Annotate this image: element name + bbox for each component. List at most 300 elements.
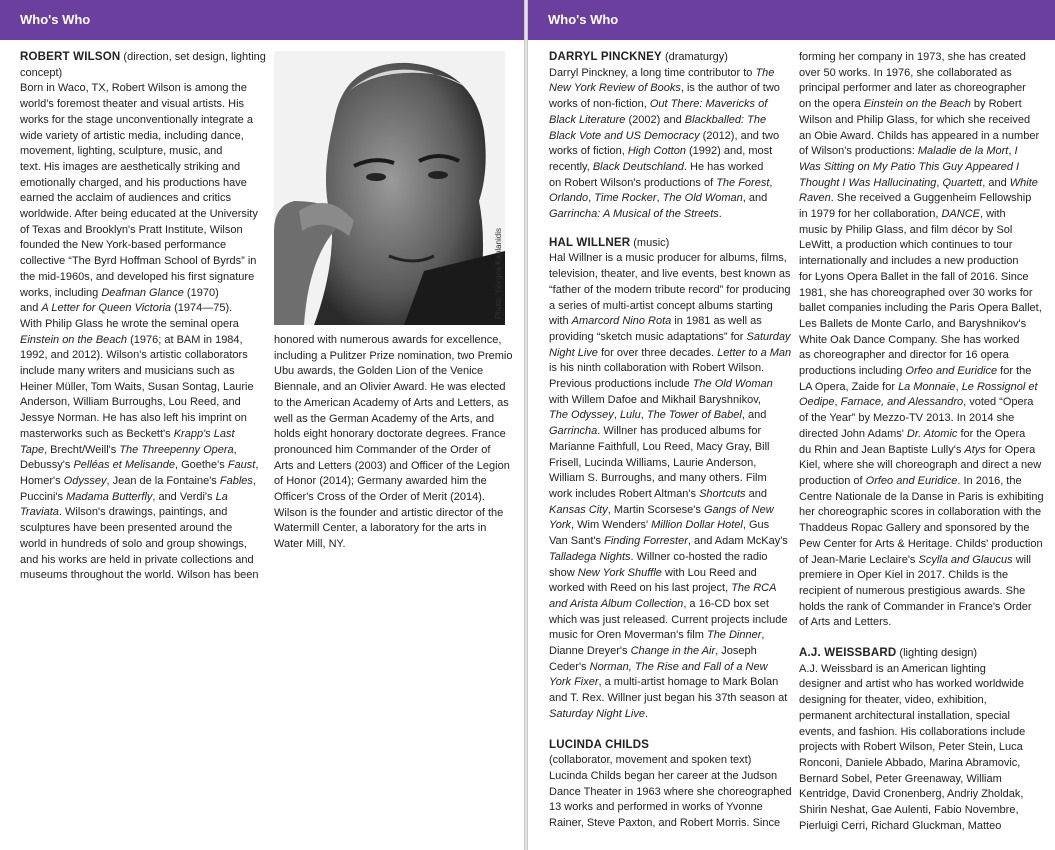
text: for the bbox=[997, 365, 1032, 378]
text: , bbox=[769, 176, 773, 189]
bio-line: Les Ballets de Monte Carlo, and Baryshnikov's bbox=[799, 317, 1027, 330]
work-title: Orfeo and Euridice bbox=[905, 365, 998, 378]
bio-line bbox=[799, 427, 1049, 443]
bio-line: honored with numerous awards for excellence, bbox=[274, 334, 502, 346]
text: masterworks such as Beckett's bbox=[20, 427, 174, 440]
bio-line: Hal Willner is a music producer for albums, films, bbox=[549, 252, 787, 265]
bio-line bbox=[549, 160, 799, 176]
photo-credit: Photo: Yiorgos Kaplanidis bbox=[494, 227, 503, 319]
work-title: The Dinner bbox=[706, 629, 762, 642]
bio-line: With Philip Glass he wrote the seminal opera bbox=[20, 317, 239, 330]
text: , bbox=[613, 409, 620, 422]
bio-line: 13 works and performed in works of Yvonne bbox=[549, 801, 763, 814]
text: , with bbox=[980, 208, 1006, 221]
bio-line: 1992, and 2012). Wilson's artistic collaborators bbox=[20, 349, 248, 362]
text: . Willner co-hosted the radio bbox=[630, 550, 768, 563]
bio-line: of the Year” by Mezzo-TV 2013. In 2014 she bbox=[799, 412, 1015, 425]
text: , bbox=[640, 409, 647, 422]
text: Previous productions include bbox=[549, 378, 693, 391]
bio-line bbox=[549, 660, 799, 676]
text: Homer's bbox=[20, 474, 64, 487]
text: for the Opera bbox=[957, 427, 1026, 440]
bio-line: including a Pulitzer Prize nomination, two Premio bbox=[274, 349, 513, 362]
work-title: Million Dollar Hotel bbox=[651, 519, 743, 532]
bio-line: which was just released. Current projects include bbox=[549, 613, 788, 626]
bio-line: of Honor (2014); Germany awarded him the bbox=[274, 475, 487, 488]
bio-line bbox=[549, 581, 799, 597]
bio-line: Wilson and Philip Glass, for which she received bbox=[799, 113, 1031, 126]
work-title: Atys bbox=[964, 443, 986, 456]
right-column-1 bbox=[549, 50, 799, 832]
work-title: Faust bbox=[227, 459, 256, 472]
work-title: Dr. Atomic bbox=[906, 427, 958, 440]
work-title: Oedipe bbox=[799, 396, 835, 409]
bio-line bbox=[549, 675, 799, 691]
text: of Jean-Marie Leclaire's bbox=[799, 553, 919, 566]
text: , Martin Scorsese's bbox=[607, 503, 704, 516]
text: will bbox=[1012, 553, 1032, 566]
work-title: The Odyssey bbox=[549, 409, 614, 422]
work-title: Blackballed: The bbox=[684, 113, 767, 126]
bio-line bbox=[799, 207, 1049, 223]
bio-line bbox=[799, 160, 1049, 176]
bio-line bbox=[799, 144, 1049, 160]
text: of Wilson's productions: bbox=[799, 145, 918, 158]
bio-line bbox=[549, 597, 799, 613]
text: works, including bbox=[20, 286, 102, 299]
text: . Willner has produced albums for bbox=[597, 425, 762, 438]
work-title: I bbox=[1014, 145, 1018, 158]
bio-line bbox=[20, 458, 270, 474]
text: directed John Adams' bbox=[799, 427, 907, 440]
work-title: DANCE bbox=[941, 208, 980, 221]
work-title: Talladega Nights bbox=[549, 550, 631, 563]
text: in 1981 as well as bbox=[671, 315, 762, 328]
bio-line: Jessye Norman. He has also left his imprint on bbox=[20, 412, 247, 425]
bio-line bbox=[799, 443, 1049, 459]
person-role: (collaborator, movement and spoken text) bbox=[549, 754, 752, 767]
bio-line bbox=[549, 534, 799, 550]
bio-line: Wilson is the founder and artistic director of the bbox=[274, 506, 504, 519]
bio-line: Heiner Müller, Tom Waits, Susan Sontag, Laurie bbox=[20, 380, 254, 393]
text: music for Oren Moverman's film bbox=[549, 629, 707, 642]
weissbard-bio bbox=[799, 646, 1049, 834]
text: du Rhin and Jean Baptiste Lully's bbox=[799, 443, 965, 456]
bio-line: Marianne Faithfull, Lou Reed, Macy Gray, Bill bbox=[549, 440, 770, 453]
bio-line: text. His images are aesthetically striking and bbox=[20, 160, 241, 173]
work-title: La Monnaie bbox=[898, 380, 956, 393]
bio-line bbox=[549, 81, 799, 97]
work-title: Einstein on the Beach bbox=[863, 98, 971, 111]
person-role: (music) bbox=[630, 236, 670, 249]
work-title: Time Rocker bbox=[594, 192, 657, 205]
bio-line bbox=[799, 395, 1049, 411]
right-page bbox=[528, 0, 1055, 850]
text: Darryl Pinckney, a long time contributor to bbox=[549, 66, 756, 79]
work-title: Farnace, and Alessandro bbox=[840, 396, 964, 409]
bio-line: is his ninth collaboration with Robert Wilson. bbox=[549, 362, 765, 375]
person-role: (lighting design) bbox=[896, 647, 978, 660]
bio-line: music by Philip Glass, and film décor by Sol bbox=[799, 223, 1013, 236]
bio-line: Frisell, Lucinda Williams, Laurie Anderson, bbox=[549, 456, 757, 469]
text: . bbox=[645, 707, 649, 720]
bio-line: Dance Theater in 1963 where she choreographed bbox=[549, 785, 792, 798]
work-title: Madama Butterfly bbox=[66, 490, 153, 503]
bio-line: designing for theater, video, exhibition, bbox=[799, 694, 987, 707]
work-title: Deafman Glance bbox=[101, 286, 184, 299]
work-title: Finding Forrester bbox=[604, 535, 688, 548]
bio-line bbox=[20, 333, 270, 349]
work-title: The Threepenny Opera bbox=[119, 443, 234, 456]
text: , a 16-CD box set bbox=[683, 597, 769, 610]
bio-line: to the American Academy of Arts and Letters, as bbox=[274, 396, 509, 409]
bio-line bbox=[549, 566, 799, 582]
wilson-bio-column-1 bbox=[20, 50, 270, 584]
text: , Joseph bbox=[715, 645, 757, 658]
text: , bbox=[588, 192, 595, 205]
work-title: Out There: Mavericks of bbox=[649, 98, 768, 111]
bio-line: of Texas and Brooklyn's Pratt Institute, Wilson bbox=[20, 223, 243, 236]
person-name: LUCINDA CHILDS bbox=[549, 738, 650, 751]
person-role: (direction, set design, lighting concept) bbox=[20, 51, 266, 79]
bio-line: Kentridge, David Cronenberg, Andriy Zholdak, bbox=[799, 788, 1024, 801]
work-title: Raven bbox=[799, 192, 831, 205]
text: (1992) and, most bbox=[685, 145, 773, 158]
work-title: The bbox=[755, 66, 775, 79]
work-title: The Old Woman bbox=[692, 378, 773, 391]
text: for over three decades. bbox=[597, 346, 718, 359]
bio-line: Born in Waco, TX, Robert Wilson is among the bbox=[20, 82, 247, 95]
text: in 1979 for her collaboration, bbox=[799, 208, 942, 221]
bio-line: Watermill Center, a laboratory for the arts in bbox=[274, 522, 487, 535]
text: . In 2016, the bbox=[957, 474, 1022, 487]
section-header: Who's Who bbox=[0, 0, 524, 40]
bio-line bbox=[549, 377, 799, 393]
text: , and Adam McKay's bbox=[687, 535, 788, 548]
bio-line bbox=[20, 427, 270, 443]
bio-line bbox=[20, 490, 270, 506]
work-title: New York Shuffle bbox=[577, 566, 662, 579]
work-title: Letter to a Man bbox=[717, 346, 792, 359]
wilson-bio-column-2 bbox=[274, 333, 514, 553]
bio-line: A.J. Weissbard is an American lighting bbox=[799, 662, 986, 675]
bio-line bbox=[549, 66, 799, 82]
work-title: Traviata bbox=[20, 506, 59, 519]
childs-bio-start bbox=[549, 738, 799, 832]
bio-line bbox=[799, 176, 1049, 192]
bio-line: world in hundreds of solo and group showings, bbox=[20, 537, 247, 550]
work-title: York Fixer bbox=[549, 676, 599, 689]
text: , bbox=[255, 459, 259, 472]
work-title: Kansas City bbox=[549, 503, 608, 516]
work-title: Black Deutschland bbox=[592, 160, 684, 173]
bio-line bbox=[549, 207, 799, 223]
bio-line bbox=[799, 191, 1049, 207]
bio-line: premiere in Oper Kiel in 2017. Childs is the bbox=[799, 569, 1009, 582]
work-title: York bbox=[549, 519, 572, 532]
bio-line: principal performer and later as choreographer bbox=[799, 82, 1026, 95]
work-title: Was Sitting on My Patio This Guy Appeared I bbox=[799, 160, 1020, 173]
text: and bbox=[745, 487, 767, 500]
text: , and Verdi's bbox=[152, 490, 216, 503]
bio-line: Ronconi, Daniele Abbado, Marina Abramovic, bbox=[799, 756, 1021, 769]
person-name: DARRYL PINCKNEY bbox=[549, 51, 662, 63]
person-role: (dramaturgy) bbox=[661, 51, 728, 63]
bio-line: internationally and includes a new production bbox=[799, 255, 1019, 268]
work-title: Amarcord Nino Rota bbox=[571, 315, 672, 328]
text: . He has worked bbox=[683, 160, 764, 173]
person-name: A.J. WEISSBARD bbox=[799, 647, 897, 660]
work-title: Garrincha: A Musical of the Streets bbox=[549, 208, 719, 221]
text: by Robert bbox=[970, 98, 1022, 111]
text: , bbox=[955, 380, 962, 393]
work-title: Orfeo and Euridice bbox=[865, 474, 958, 487]
bio-line bbox=[549, 550, 799, 566]
work-title: White bbox=[1009, 176, 1038, 189]
text: Ceder's bbox=[549, 660, 590, 673]
work-title: Saturday bbox=[746, 330, 791, 343]
work-title: Change in the Air bbox=[630, 645, 716, 658]
work-title: New York Review of Books bbox=[549, 82, 681, 95]
text: show bbox=[549, 566, 578, 579]
bio-line bbox=[799, 474, 1049, 490]
bio-line: well as the German Academy of the Arts, and bbox=[274, 412, 495, 425]
bio-line bbox=[549, 707, 799, 723]
text: and bbox=[20, 302, 42, 315]
work-title: The Tower of Babel bbox=[646, 409, 742, 422]
text: with bbox=[549, 315, 572, 328]
bio-line: events, and fashion. His collaborations include bbox=[799, 725, 1026, 738]
bio-line: Bernard Sobel, Peter Greenaway, William bbox=[799, 772, 1002, 785]
text: works of non-fiction, bbox=[549, 98, 650, 111]
bio-line: Kiel, where she will choreograph and direct a new bbox=[799, 459, 1042, 472]
bio-line bbox=[549, 503, 799, 519]
text: production of bbox=[799, 474, 866, 487]
portrait-photo bbox=[274, 51, 505, 325]
person-name: ROBERT WILSON bbox=[20, 51, 121, 63]
text: , is the author of two bbox=[680, 82, 780, 95]
bio-line: emotionally charged, and his productions have bbox=[20, 176, 247, 189]
bio-line bbox=[549, 97, 799, 113]
bio-line bbox=[20, 443, 270, 459]
bio-line: as choreographer and director for 16 opera bbox=[799, 349, 1009, 362]
bio-line: White Oak Dance Company. She has worked bbox=[799, 333, 1020, 346]
work-title: Garrincha bbox=[549, 425, 598, 438]
text: , Wim Wenders' bbox=[571, 519, 652, 532]
text: (1976; at BAM in 1984, bbox=[127, 333, 243, 346]
bio-line: Rainer, Steve Paxton, and Robert Morris. Since bbox=[549, 817, 781, 830]
bio-line: over 50 works. In 1976, she collaborated as bbox=[799, 66, 1012, 79]
bio-line: pronounced him Commander of the Order of bbox=[274, 443, 491, 456]
text: (1974—75). bbox=[171, 302, 233, 315]
text: , voted “Opera bbox=[963, 396, 1034, 409]
text: . bbox=[718, 208, 722, 221]
text: providing “sketch music adaptations” for bbox=[549, 330, 747, 343]
work-title: Gangs of New bbox=[703, 503, 774, 516]
text: , Gus bbox=[742, 519, 770, 532]
bio-line: the mid-1960s, and developed his first signature bbox=[20, 270, 255, 283]
bio-line: television, theater, and live events, best known as bbox=[549, 268, 791, 281]
bio-line bbox=[549, 176, 799, 192]
bio-line: her choreographic scores in collaboration with the bbox=[799, 506, 1042, 519]
work-title: Thought I Was Hallucinating bbox=[799, 176, 937, 189]
bio-line: Lucinda Childs began her career at the Judson bbox=[549, 769, 778, 782]
bio-line bbox=[549, 408, 799, 424]
bio-line bbox=[20, 301, 270, 317]
bio-line: 1981, she has choreographed over 30 works for bbox=[799, 286, 1033, 299]
bio-line: Pierluigi Cerri, Richard Gluckman, Matteo bbox=[799, 819, 1002, 832]
bio-line: Shirin Neshat, Gae Aulenti, Fabio Novembre, bbox=[799, 804, 1019, 817]
bio-line bbox=[20, 286, 270, 302]
text: , Jean de la Fontaine's bbox=[106, 474, 220, 487]
work-title: Scylla and Glaucus bbox=[918, 553, 1013, 566]
right-column-2 bbox=[799, 50, 1049, 834]
text: , Goethe's bbox=[174, 459, 228, 472]
bio-line: with Willem Dafoe and Mikhail Baryshnikov, bbox=[549, 393, 761, 406]
bio-line bbox=[20, 505, 270, 521]
bio-line: worldwide. After being educated at the University bbox=[20, 208, 258, 221]
bio-line bbox=[549, 314, 799, 330]
bio-line: sculptures have been presented around the bbox=[20, 522, 233, 535]
text: , bbox=[834, 396, 841, 409]
person-name: HAL WILLNER bbox=[549, 236, 631, 249]
work-title: Black Vote and US Democracy bbox=[549, 129, 700, 142]
bio-line bbox=[549, 628, 799, 644]
bio-line bbox=[549, 113, 799, 129]
bio-line: ballet companies including the Paris Opera Ballet, bbox=[799, 302, 1042, 315]
work-title: Lulu bbox=[619, 409, 641, 422]
text: Debussy's bbox=[20, 459, 74, 472]
work-title: Saturday Night Live bbox=[549, 707, 645, 720]
text: (2012), and two bbox=[699, 129, 780, 142]
text: with Lou Reed and bbox=[661, 566, 757, 579]
bio-line bbox=[799, 97, 1049, 113]
work-title: The Forest bbox=[716, 176, 770, 189]
bio-line: collective “The Byrd Hoffman School of Byrds” in bbox=[20, 255, 257, 268]
bio-line: Biennale, and an Olivier Award. He was elected bbox=[274, 381, 506, 394]
work-title: A Letter for Queen Victoria bbox=[41, 302, 172, 315]
work-title: The Old Woman bbox=[662, 192, 743, 205]
text: Van Sant's bbox=[549, 535, 605, 548]
bio-line: and T. Rex. Willner just began his 37th season at bbox=[549, 692, 788, 705]
work-title: Krapp's Last bbox=[173, 427, 235, 440]
work-title: Shortcuts bbox=[699, 487, 746, 500]
bio-line: Officer's Cross of the Order of Merit (2014). bbox=[274, 491, 485, 504]
work-title: High Cotton bbox=[627, 145, 686, 158]
bio-line bbox=[549, 644, 799, 660]
bio-line: Ubu awards, the Golden Lion of the Venice bbox=[274, 365, 484, 378]
bio-line: forming her company in 1973, she has created bbox=[799, 51, 1026, 63]
bio-line: holds eight honorary doctorate degrees. France bbox=[274, 428, 506, 441]
bio-line: permanent architectural installation, special bbox=[799, 709, 1010, 722]
bio-line: founded the New York-based performance bbox=[20, 239, 227, 252]
section-header: Who's Who bbox=[528, 0, 1055, 40]
text: , bbox=[1008, 145, 1015, 158]
bio-line bbox=[549, 424, 799, 440]
bio-line bbox=[549, 346, 799, 362]
bio-line: and his works are held in private collections and bbox=[20, 553, 254, 566]
text: works of fiction, bbox=[549, 145, 628, 158]
text: Puccini's bbox=[20, 490, 67, 503]
bio-line bbox=[549, 191, 799, 207]
text: on the opera bbox=[799, 98, 864, 111]
bio-line: recipient of numerous prestigious awards. She bbox=[799, 584, 1026, 597]
work-title: Black Literature bbox=[549, 113, 626, 126]
work-title: Einstein on the Beach bbox=[20, 333, 128, 346]
work-title: Orlando bbox=[549, 192, 589, 205]
work-title: The RCA bbox=[731, 582, 777, 595]
bio-line: Thaddeus Ropac Gallery and sponsored by the bbox=[799, 522, 1030, 535]
bio-line bbox=[549, 144, 799, 160]
bio-line: designer and artist who has worked worldwide bbox=[799, 678, 1025, 691]
bio-line: Arts and Letters (2003) and Officer of the Legion bbox=[274, 459, 510, 472]
text: LA Opera, Zaide for bbox=[799, 380, 899, 393]
willner-bio bbox=[549, 236, 799, 723]
bio-line: for Lyons Opera Ballet in the fall of 2016. Since bbox=[799, 270, 1029, 283]
text: . Wilson's drawings, paintings, and bbox=[58, 506, 228, 519]
text: , and bbox=[982, 176, 1010, 189]
bio-line: Centre Nationale de la Danse in Paris is exhibiting bbox=[799, 490, 1044, 503]
bio-line: earned the acclaim of audiences and critics bbox=[20, 192, 231, 205]
bio-line: world's foremost theater and visual artists. His bbox=[20, 98, 245, 111]
bio-line: wide variety of artistic media, including dance, bbox=[20, 129, 244, 142]
work-title: La bbox=[215, 490, 228, 503]
text: , a multi-artist homage to Mark Bolan bbox=[598, 676, 779, 689]
text: Dianne Dreyer's bbox=[549, 645, 631, 658]
work-title: Maladie de la Mort bbox=[917, 145, 1009, 158]
text: worked with Reed on his last project, bbox=[549, 582, 732, 595]
text: (1970) bbox=[183, 286, 219, 299]
bio-line: an Obie Award. Childs has appeared in a number bbox=[799, 129, 1040, 142]
work-title: Pelléas et Melisande bbox=[73, 459, 175, 472]
text: . She received a Guggenheim Fellowship bbox=[830, 192, 1032, 205]
work-title: Le Rossignol et bbox=[961, 380, 1038, 393]
text: , bbox=[656, 192, 663, 205]
text: , bbox=[233, 443, 237, 456]
bio-line: of Arts and Letters. bbox=[799, 616, 892, 629]
text: work includes Robert Altman's bbox=[549, 487, 700, 500]
work-title: and Arista Album Collection bbox=[549, 597, 684, 610]
bio-line bbox=[549, 330, 799, 346]
bio-line: works for the stage unconventionally integrate a bbox=[20, 113, 253, 126]
text: for Opera bbox=[985, 443, 1036, 456]
bio-line bbox=[799, 553, 1049, 569]
text: on Robert Wilson's productions of bbox=[549, 176, 717, 189]
bio-line: Pew Center for Arts & Heritage. Childs' production bbox=[799, 537, 1043, 550]
text: (2002) and bbox=[625, 113, 685, 126]
bio-line: holds the rank of Commander in France's Order bbox=[799, 600, 1032, 613]
left-page bbox=[0, 0, 524, 850]
bio-line: LeWitt, a production which continues to tour bbox=[799, 239, 1013, 252]
text: recently, bbox=[549, 160, 593, 173]
text: , and bbox=[741, 409, 767, 422]
work-title: Odyssey bbox=[63, 474, 107, 487]
bio-line bbox=[549, 487, 799, 503]
bio-line bbox=[20, 474, 270, 490]
bio-line: William S. Burroughs, and many others. Film bbox=[549, 472, 767, 485]
bio-line: Water Mill, NY. bbox=[274, 538, 346, 551]
bio-line bbox=[799, 364, 1049, 380]
bio-line: museums throughout the world. Wilson has been bbox=[20, 569, 259, 582]
pinckney-bio bbox=[549, 50, 799, 223]
bio-line bbox=[549, 129, 799, 145]
text: productions including bbox=[799, 365, 906, 378]
bio-line: a series of multi-artist concept albums starting bbox=[549, 299, 773, 312]
bio-line: Anderson, William Burroughs, Lou Reed, and bbox=[20, 396, 241, 409]
text: , bbox=[761, 629, 765, 642]
bio-line bbox=[549, 518, 799, 534]
work-title: Fables bbox=[219, 474, 253, 487]
